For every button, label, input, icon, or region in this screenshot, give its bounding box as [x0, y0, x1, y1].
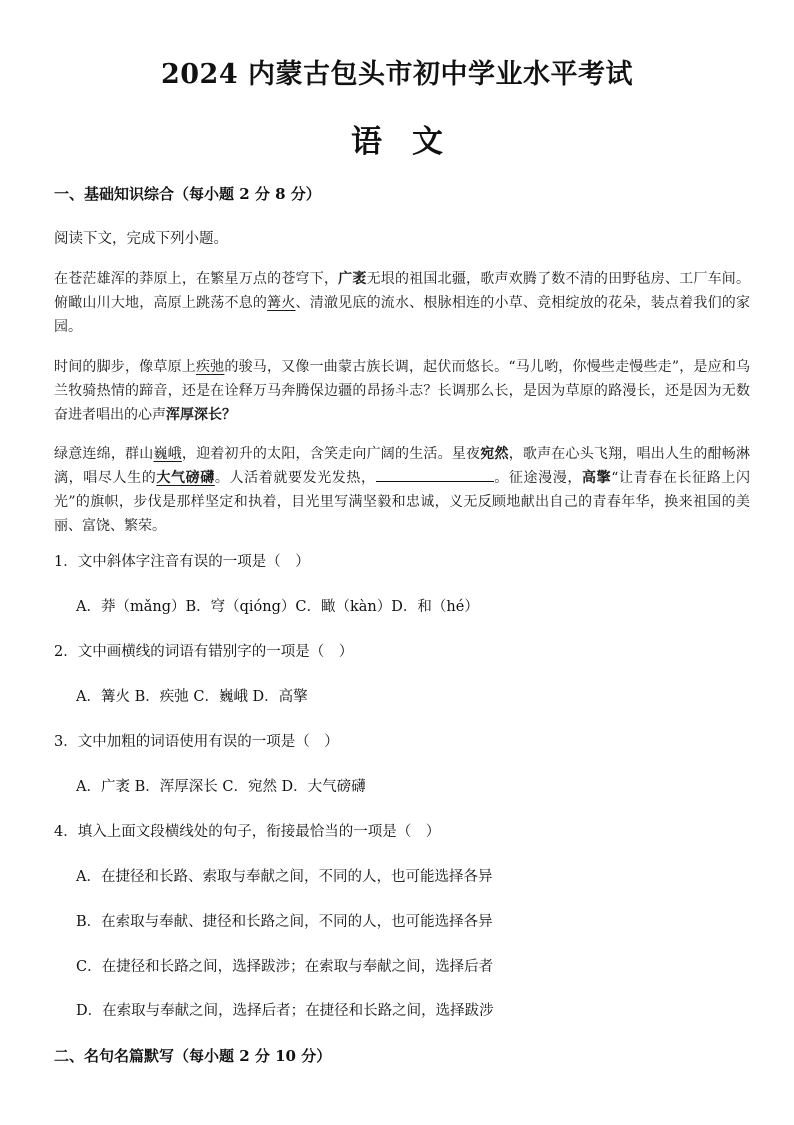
p3-underline-daqi: 大气磅礴	[156, 470, 215, 486]
p3-text-c: ，歌声在心头飞翔，唱出人生的酣畅淋漓，唱尽人生的	[54, 446, 751, 486]
question-4: 4．填入上面文段横线处的句子，衔接最恰当的一项是（ ）	[54, 824, 441, 840]
question-4-option-a: A．在捷径和长路、索取与奉献之间，不同的人，也可能选择各异	[76, 869, 493, 885]
question-3: 3．文中加粗的词语使用有误的一项是（ ）	[54, 734, 339, 750]
question-1: 1．文中斜体字注音有误的一项是（ ）	[54, 554, 310, 570]
section-heading-2: 二、名句名篇默写（每小题 2 分 10 分）	[54, 1047, 332, 1065]
reading-instruction: 阅读下文，完成下列小题。	[54, 231, 228, 247]
p2-text-a: 时间的脚步，像草原上	[54, 359, 196, 375]
passage-paragraph-3	[54, 442, 750, 538]
p3-bold-wanran: 宛然	[480, 446, 509, 462]
question-2: 2．文中画横线的词语有错别字的一项是（ ）	[54, 644, 354, 660]
p2-underline-jichi: 疾弛	[195, 359, 225, 375]
p3-text-d: 。人活着就要发光发热，	[214, 470, 376, 486]
p3-text-f: “让青春在长征路上闪光”的旗帜，步伐是那样坚定和执着，目光里写满坚毅和忠诚，义无反顾地献出自己的青春年华，换来祖国的美丽、富饶、繁荣。	[54, 470, 751, 534]
p1-bold-guangmao: 广袤	[338, 271, 367, 287]
question-3-options: A．广袤 B．浑厚深长 C．宛然 D．大气磅礴	[76, 779, 366, 795]
p3-text-e: 。征途漫漫，	[493, 470, 583, 486]
p3-text-a: 绿意连绵，群山	[54, 446, 154, 462]
passage-paragraph-1	[54, 267, 750, 339]
p3-bold-gaoqing: 高擎	[582, 470, 612, 486]
question-4-option-c: C．在捷径和长路之间，选择跋涉；在索取与奉献之间，选择后者	[76, 959, 494, 975]
p2-bold-hunhou: 浑厚深长？	[166, 407, 236, 423]
question-4-option-d: D．在索取与奉献之间，选择后者；在捷径和长路之间，选择跋涉	[76, 1003, 494, 1019]
exam-title: 2024 内蒙古包头市初中学业水平考试	[160, 59, 634, 90]
p2-text-b: 的骏马，又像一曲蒙古族长调，起伏而悠长。“马儿哟，你慢些走慢些走”，是应和乌兰牧骑热情的蹄音，还是在诠释万马奔腾保边疆的昂扬斗志？长调那么长，是因为草原的路漫长，还是因为无数奋进者唱出的心声	[54, 359, 751, 423]
question-4-option-b: B．在索取与奉献、捷径和长路之间，不同的人，也可能选择各异	[76, 914, 493, 930]
section-heading-1: 一、基础知识综合（每小题 2 分 8 分）	[54, 185, 321, 203]
p1-underline-gouhuo: 篝火	[267, 295, 296, 311]
p3-text-b: ，迎着初升的太阳，含笑走向广阔的生活。星夜	[181, 446, 481, 462]
p1-text-a: 在苍茫雄浑的莽原上，在繁星万点的苍穹下，	[54, 271, 339, 287]
question-2-options: A．篝火 B．疾弛 C．巍峨 D．高擎	[76, 689, 308, 705]
passage-paragraph-2	[54, 355, 750, 427]
fill-in-blank	[376, 467, 494, 482]
p1-text-b: 无垠的祖国北疆，歌声欢腾了数不清的田野毡房、工厂车间。俯瞰山川大地，高原上跳荡不息的	[54, 271, 751, 311]
p1-text-c: 、清澈见底的流水、根脉相连的小草、竞相绽放的花朵，装点着我们的家园。	[54, 295, 751, 335]
subject-title: 语文	[351, 124, 473, 160]
question-1-options: A．莽（mǎng）B．穹（qióng）C．瞰（kàn）D．和（hé）	[76, 599, 479, 615]
p3-underline-weie: 巍峨	[153, 446, 182, 462]
